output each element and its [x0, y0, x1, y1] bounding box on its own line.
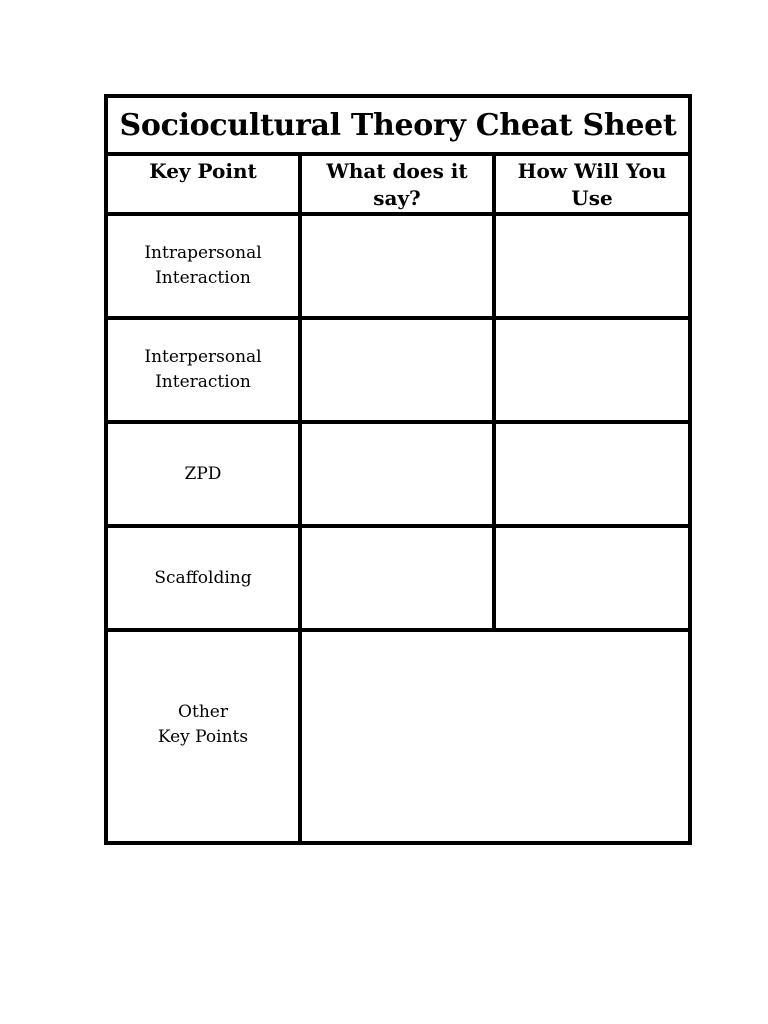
other-key-points-notes-cell[interactable] — [300, 630, 690, 843]
header-row — [106, 154, 690, 214]
title-row — [106, 96, 690, 154]
key-point-label-line1: Interpersonal — [144, 347, 262, 367]
key-point-label-line1: Scaffolding — [154, 567, 252, 588]
what-does-it-say-cell[interactable] — [300, 526, 494, 630]
key-point-label-line2: Interaction — [155, 372, 251, 392]
key-point-label-line1: ZPD — [184, 463, 222, 484]
key-point-cell — [106, 318, 300, 422]
how-will-you-use-cell[interactable] — [494, 526, 690, 630]
key-point-label-line2: Interaction — [155, 268, 251, 288]
table-row — [106, 214, 690, 318]
other-label-line1: Other — [178, 701, 228, 722]
other-key-points-row — [106, 630, 690, 843]
column-header-how-will-you-use: How Will You Use — [494, 154, 690, 214]
other-key-points-label-cell — [106, 630, 300, 843]
key-point-cell — [106, 422, 300, 526]
sheet-title: Sociocultural Theory Cheat Sheet — [106, 96, 690, 154]
key-point-label-line1: Intrapersonal — [144, 243, 262, 263]
key-point-cell — [106, 526, 300, 630]
what-does-it-say-cell[interactable] — [300, 422, 494, 526]
what-does-it-say-cell[interactable] — [300, 214, 494, 318]
table-row — [106, 526, 690, 630]
table-row — [106, 422, 690, 526]
how-will-you-use-cell[interactable] — [494, 214, 690, 318]
other-label-line2: Key Points — [157, 726, 249, 747]
cheat-sheet-table — [104, 94, 692, 845]
how-will-you-use-cell[interactable] — [494, 422, 690, 526]
key-point-cell — [106, 214, 300, 318]
other-key-points-label — [108, 700, 298, 750]
column-header-what-does-it-say: What does it say? — [300, 154, 494, 214]
how-will-you-use-cell[interactable] — [494, 318, 690, 422]
what-does-it-say-cell[interactable] — [300, 318, 494, 422]
table-row — [106, 318, 690, 422]
column-header-key-point: Key Point — [106, 154, 300, 214]
